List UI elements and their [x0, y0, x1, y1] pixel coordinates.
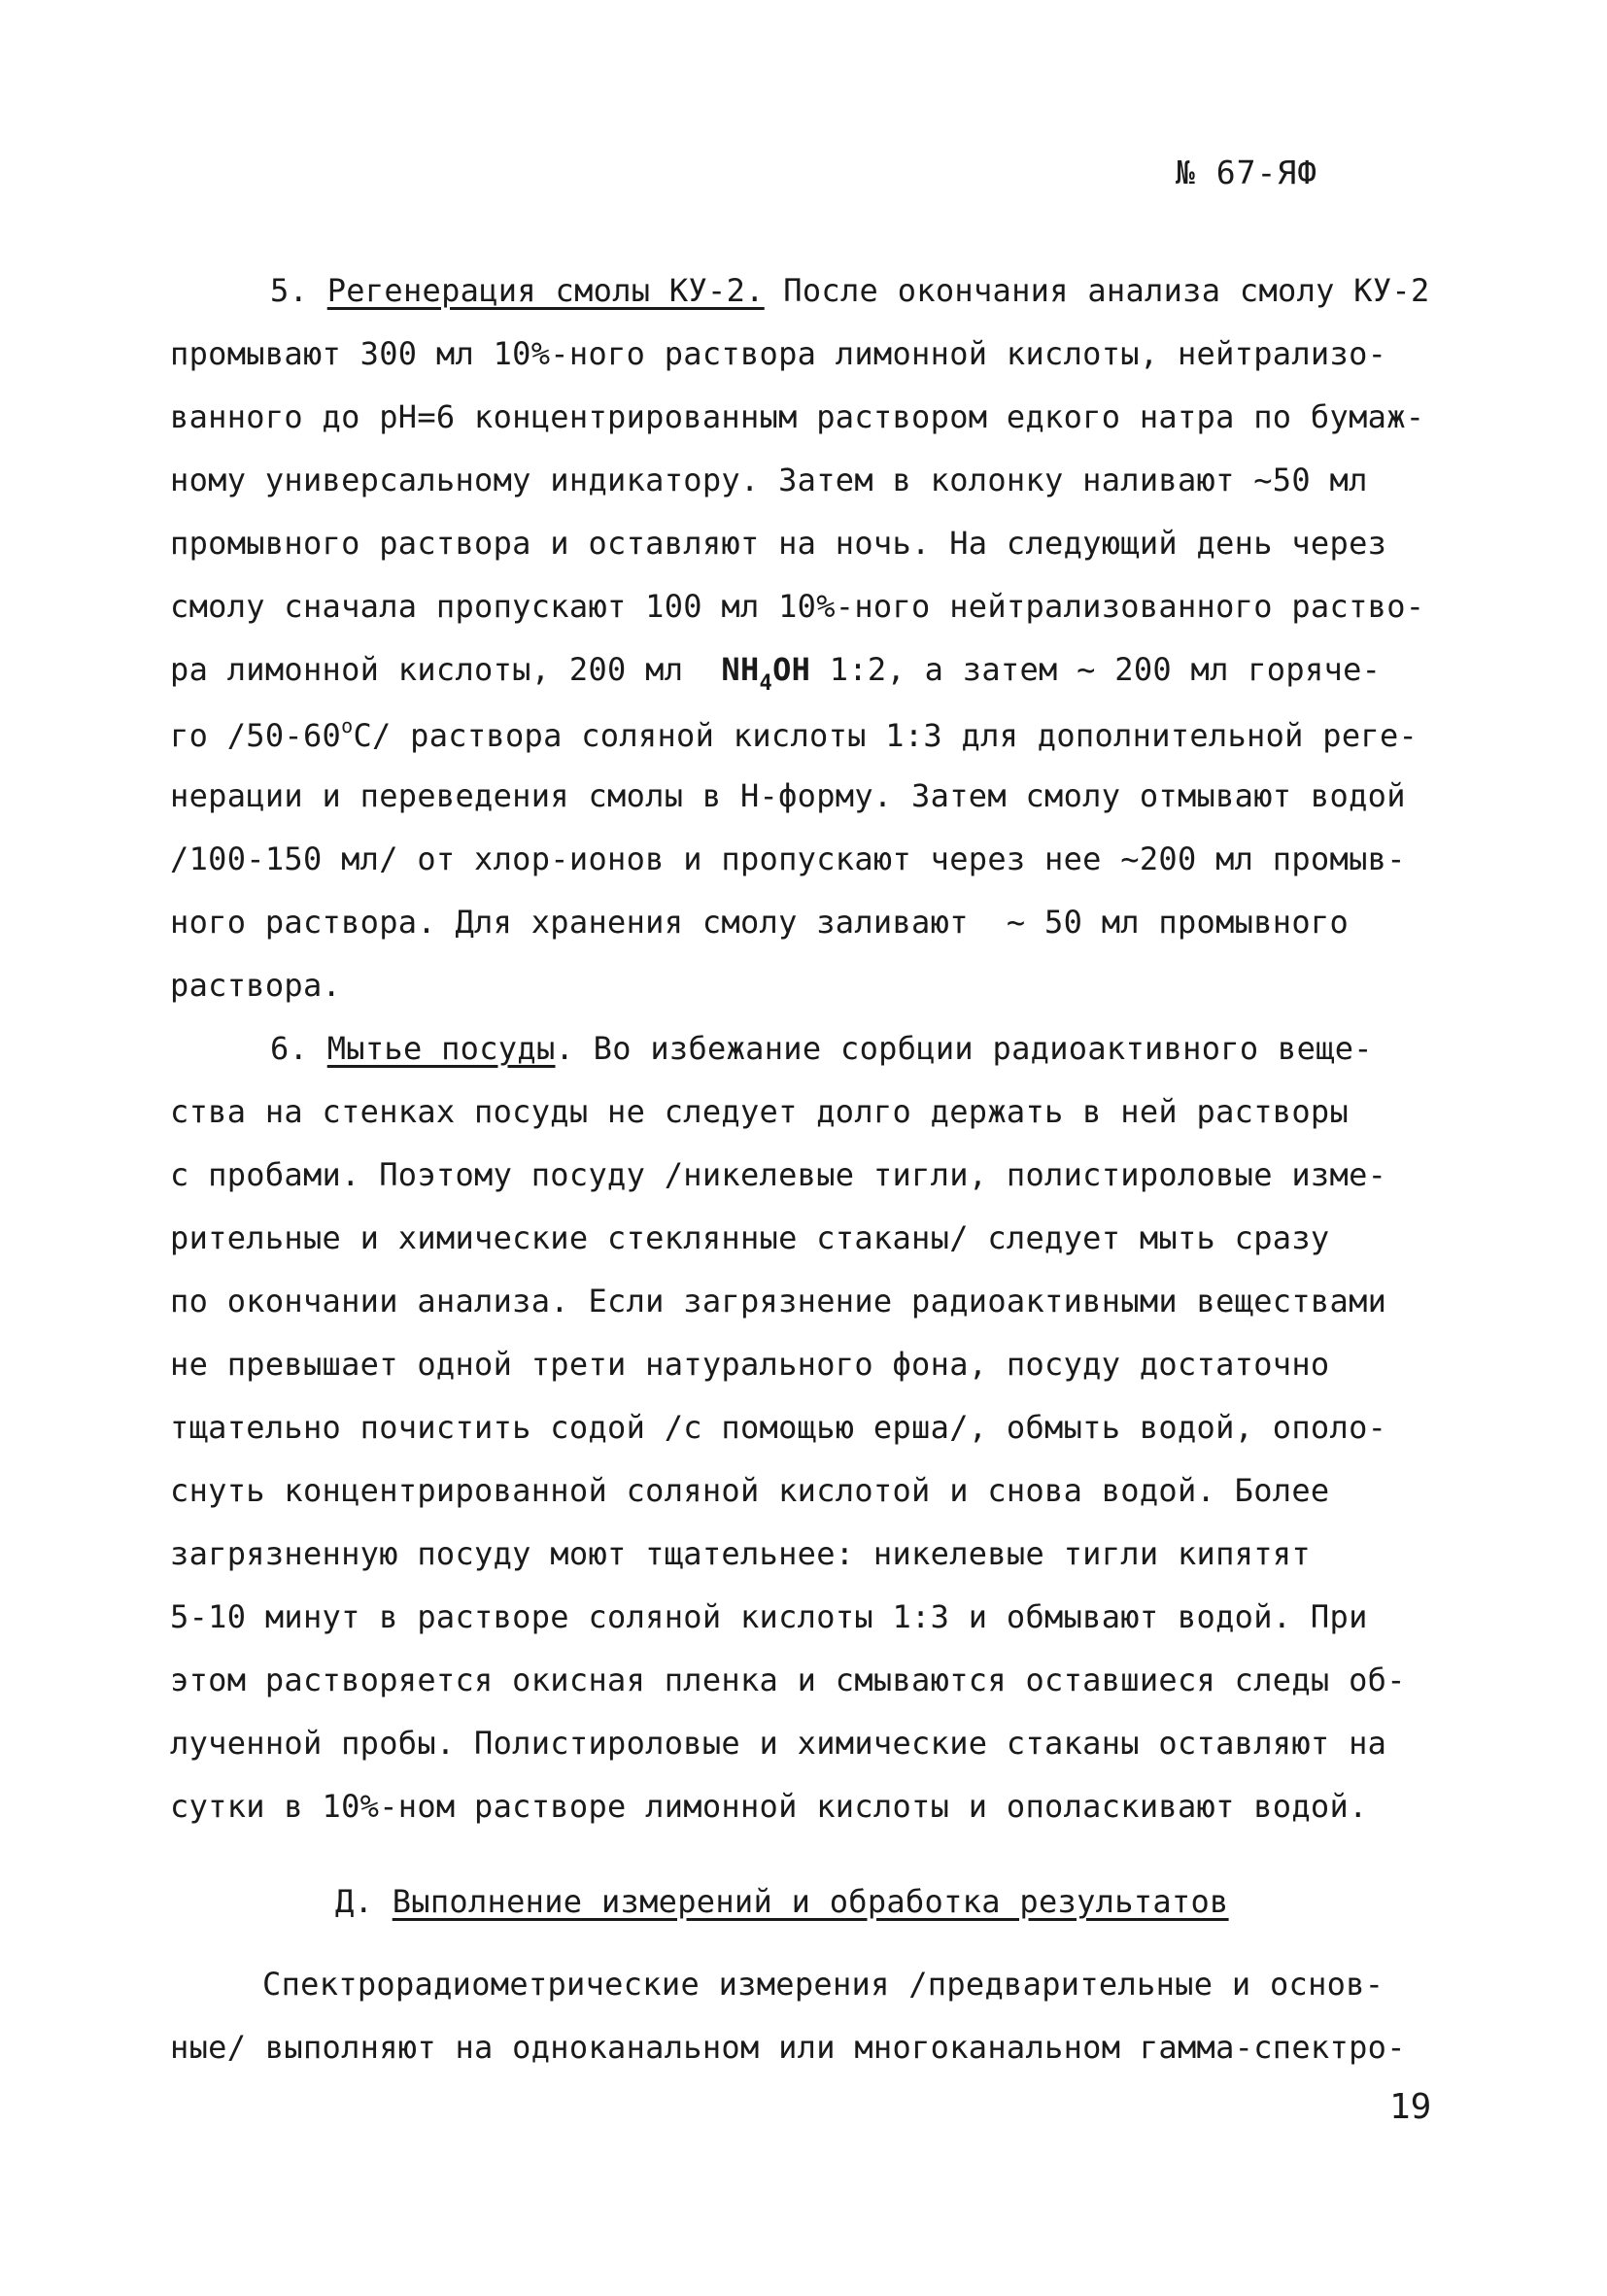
section-5-line-12: раствора.: [170, 967, 342, 1004]
section-6-line-7: тщательно почистить содой /с помощью ерша/, обмыть водой, ополо-: [170, 1409, 1387, 1446]
document-number: № 67-ЯФ: [1176, 154, 1318, 191]
section-6-line-3: с пробами. Поэтому посуду /никелевые тигли, полистироловые изме-: [170, 1156, 1387, 1193]
section-6-line-9: загрязненную посуду моют тщательнее: никелевые тигли кипятят: [170, 1535, 1311, 1572]
section-6-line-10: 5-10 минут в растворе соляной кислоты 1:3 и обмывают водой. При: [170, 1598, 1368, 1635]
chem-formula-nh: NH: [721, 651, 760, 688]
page-number: 19: [1389, 2087, 1432, 2127]
section-6-line-6: не превышает одной трети натурального фона, посуду достаточно: [170, 1346, 1330, 1383]
section-5-line-5: промывного раствора и оставляют на ночь. На следующий день через: [170, 525, 1387, 562]
section-5-title: Регенерация смолы КУ-2.: [326, 272, 765, 309]
section-5-line-9: нерации и переведения смолы в Н-форму. Затем смолу отмывают водой: [170, 777, 1406, 814]
degree-sign: о: [341, 714, 354, 737]
section-d-line-2: ные/ выполняют на одноканальном или многоканальном гамма-спектро-: [170, 2029, 1406, 2066]
chem-formula-oh: OH: [772, 651, 811, 688]
section-5-line-3: ванного до pH=6 концентрированным раствором едкого натра по бумаж-: [170, 398, 1425, 435]
section-5-line-7: ра лимонной кислоты, 200 мл $NH_4OH$ 1:2, а затем ~ 200 мл горяче-: [170, 651, 1382, 696]
section-6-line-5: по окончании анализа. Если загрязнение радиоактивными веществами: [170, 1283, 1387, 1319]
section-5-line-6: смолу сначала пропускают 100 мл 10%-ного нейтрализованного раство-: [170, 588, 1425, 625]
section-6-title: Мытье посуды: [326, 1030, 556, 1067]
section-6-line-13: сутки в 10%-ном растворе лимонной кислоты и ополаскивают водой.: [170, 1788, 1368, 1825]
section-d-heading: [335, 1883, 1229, 1920]
section-6-line-8: снуть концентрированной соляной кислотой и снова водой. Более: [170, 1472, 1330, 1509]
section-5-line-10: /100-150 мл/ от хлор-ионов и пропускают через нее ~200 мл промыв-: [170, 840, 1406, 877]
section-6-line-4: рительные и химические стеклянные стаканы/ следует мыть сразу: [170, 1219, 1330, 1256]
section-6-line-12: лученной пробы. Полистироловые и химические стаканы оставляют на: [170, 1725, 1387, 1762]
section-d-letter: Д.: [335, 1883, 374, 1920]
section-5-line-2: промывают 300 мл 10%-ного раствора лимонной кислоты, нейтрализо-: [170, 335, 1387, 372]
section-6-number: 6.: [270, 1030, 309, 1067]
section-6-line-1: 6. Мытье посуды. Во избежание сорбции радиоактивного веще-: [270, 1030, 1373, 1067]
section-5-line-11: ного раствора. Для хранения смолу заливают ~ 50 мл промывного: [170, 904, 1350, 941]
section-5-line-4: ному универсальному индикатору. Затем в колонку наливают ~50 мл: [170, 462, 1368, 498]
section-5-number: 5.: [270, 272, 309, 309]
section-6-line-2: ства на стенках посуды не следует долго держать в ней растворы: [170, 1093, 1350, 1130]
section-6-line-11: этом растворяется окисная пленка и смываются оставшиеся следы об-: [170, 1662, 1406, 1698]
section-d-title: Выполнение измерений и обработка результатов: [392, 1883, 1229, 1920]
section-5-line-1: 5. Регенерация смолы КУ-2. После окончания анализа смолу КУ-2: [270, 272, 1430, 309]
section-d-line-1: Спектрорадиометрические измерения /предварительные и основ-: [262, 1966, 1385, 2003]
section-5-line-8: го $/50-60^оС/$ раствора соляной кислоты 1:3 для дополнительной реге-: [170, 714, 1419, 754]
